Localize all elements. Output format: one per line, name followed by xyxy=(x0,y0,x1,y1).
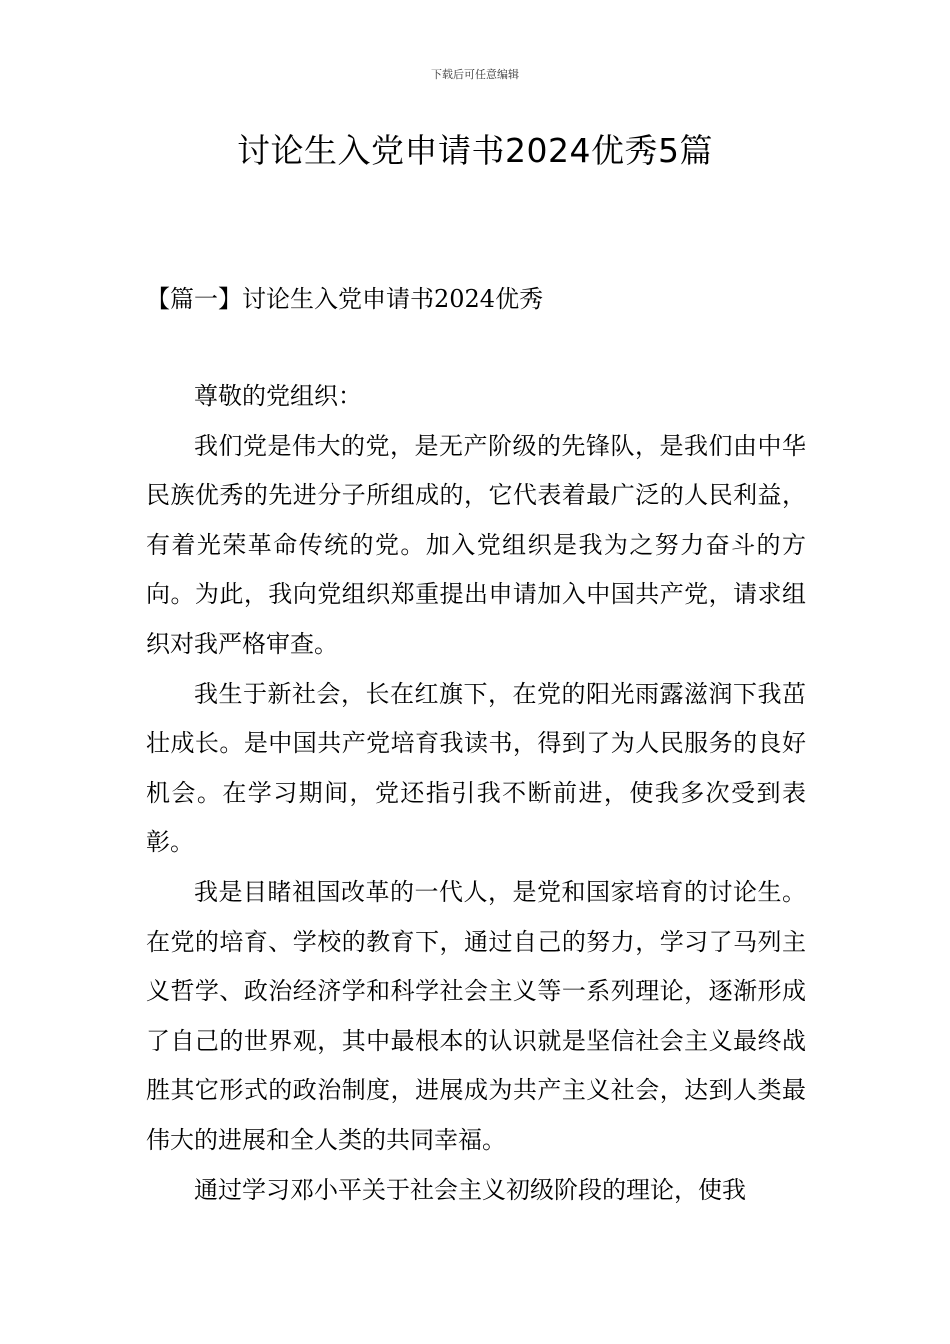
paragraph: 我生于新社会，长在红旗下，在党的阳光雨露滋润下我茁壮成长。是中国共产党培育我读书，得到了为人民服务的良好机会。在学习期间，党还指引我不断前进，使我多次受到表彰。 xyxy=(146,679,806,857)
salutation: 尊敬的党组织： xyxy=(194,382,362,410)
paragraph: 通过学习邓小平关于社会主义初级阶段的理论，使我 xyxy=(194,1175,746,1204)
paragraph: 我是目睹祖国改革的一代人，是党和国家培育的讨论生。在党的培育、学校的教育下，通过自己的努力，学习了马列主义哲学、政治经济学和科学社会主义等一系列理论，逐渐形成了自己的世界观，其中最根本的认识就是坚信社会主义最终战胜其它形式的政治制度，进展成为共产主义社会，达到人类最伟大的进展和全人类的共同幸福。 xyxy=(146,877,806,1154)
paragraph: 我们党是伟大的党，是无产阶级的先锋队，是我们由中华民族优秀的先进分子所组成的，它代表着最广泛的人民利益，有着光荣革命传统的党。加入党组织是我为之努力奋斗的方向。为此，我向党组织郑重提出申请加入中国共产党，请求组织对我严格审查。 xyxy=(146,431,806,658)
header-note: 下载后可任意编辑 xyxy=(431,68,519,81)
section-heading: 【篇一】讨论生入党申请书2024优秀 xyxy=(146,285,544,313)
body-text xyxy=(146,372,806,1215)
document-title: 讨论生入党申请书2024优秀5篇 xyxy=(237,131,713,170)
